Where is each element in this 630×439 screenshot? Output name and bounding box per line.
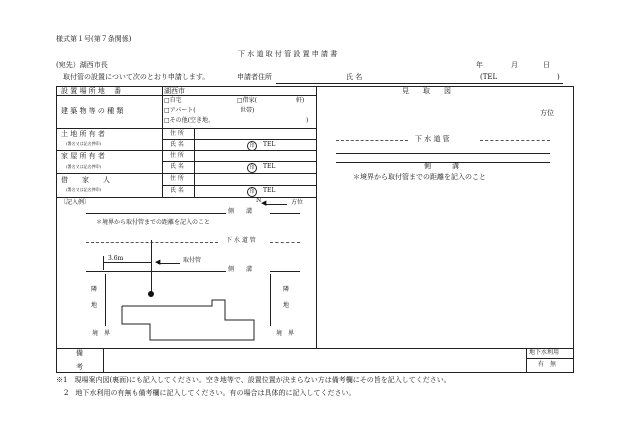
intro-text: 取付管の設置について次のとおり申請します。 xyxy=(63,73,210,81)
option-other-close: ) xyxy=(306,117,309,124)
neighbor-left-1: 隣 xyxy=(91,286,98,293)
house-owner-name: 氏 名 xyxy=(170,163,184,170)
applicant-tel-close: ) xyxy=(557,73,560,81)
option-other[interactable]: □その他(空き地、 xyxy=(164,117,215,124)
example-side-ditch: 側 溝 xyxy=(228,208,253,215)
land-owner-tel: TEL xyxy=(263,141,276,148)
option-apartment-unit: 世帯) xyxy=(240,107,255,114)
land-owner-name: 氏 名 xyxy=(170,141,184,148)
footnote-2: 2 地下水利用の有無も備考欄に記入してください。有の場合は具体的に記入してください。 xyxy=(64,389,356,397)
neighbor-right-2: 地 xyxy=(283,302,290,309)
tenant-label: 借 家 人 xyxy=(61,176,110,184)
side-ditch-label: 側 溝 xyxy=(424,162,459,170)
option-apartment[interactable]: □アパート( xyxy=(164,107,196,114)
addressee: (宛先）湖西市長 xyxy=(56,61,108,69)
house-owner-label: 家 屋 所 有 者 xyxy=(61,152,105,160)
house-owner-sign-note: (署名又は記名押印) xyxy=(66,164,102,169)
option-rental[interactable]: □借家( xyxy=(237,97,258,104)
house-owner-address: 住 所 xyxy=(170,152,184,159)
pipe-connection-dot xyxy=(148,291,154,297)
example-distance: 3.6m xyxy=(108,255,124,262)
boundary-right: 境 界 xyxy=(276,330,295,337)
building-outline xyxy=(120,298,260,343)
direction-label: 方位 xyxy=(540,109,554,117)
neighbor-right-1: 隣 xyxy=(283,286,290,293)
tenant-address: 住 所 xyxy=(170,175,184,182)
remarks-field[interactable] xyxy=(110,350,520,370)
example-title: 〔記入例〕 xyxy=(60,199,91,206)
house-owner-tel: TEL xyxy=(263,163,276,170)
arrow-left-icon: ◀ xyxy=(155,258,161,266)
applicant-address-label: 申請者住所 xyxy=(237,73,272,81)
location-value[interactable]: 湖西市 xyxy=(164,87,185,95)
land-owner-address: 住 所 xyxy=(170,130,184,137)
applicant-tel-label: (TEL xyxy=(480,73,498,81)
option-home[interactable]: □自宅 xyxy=(164,97,182,104)
seal-icon: 印 xyxy=(247,187,257,197)
groundwater-yes-no[interactable]: 有 無 xyxy=(538,361,557,368)
land-owner-sign-note: (署名又は記名押印) xyxy=(66,141,102,146)
groundwater-label: 地下水利用 xyxy=(529,349,560,356)
option-rental-unit: 軒) xyxy=(296,97,305,104)
boundary-left: 境 界 xyxy=(92,330,111,337)
footnote-1: ※1 現場案内図(裏面)にも記入してください。空き地等で、設置位置が決まらない方は備考欄にその旨を記入してください。 xyxy=(56,376,451,384)
location-label: 設 置 場 所 地 番 xyxy=(61,87,122,95)
date-month: 月 xyxy=(511,61,518,69)
applicant-name-label: 氏 名 xyxy=(346,73,363,81)
tenant-name: 氏 名 xyxy=(170,187,184,194)
north-label: N xyxy=(256,197,262,204)
date-year: 年 xyxy=(476,61,483,69)
remarks-label-1: 備 xyxy=(76,349,83,357)
sewer-label: 下 水 道 管 xyxy=(415,135,450,143)
tenant-sign-note: (署名又は記名押印) xyxy=(66,187,102,192)
building-type-label: 建 築 物 等 の 種 類 xyxy=(61,107,124,115)
example-direction: 方位 xyxy=(291,199,304,206)
land-owner-label: 土 地 所 有 者 xyxy=(61,130,105,138)
form-id: 様式第１号(第７条関係) xyxy=(56,35,132,43)
example-side-ditch-2: 側 溝 xyxy=(228,266,253,273)
form-title: 下 水 道 取 付 管 設 置 申 請 書 xyxy=(238,50,338,58)
map-note: ＊境界から取付管までの距離を記入のこと xyxy=(353,173,486,181)
tenant-tel: TEL xyxy=(263,187,276,194)
remarks-label-2: 考 xyxy=(76,363,83,371)
seal-icon: 印 xyxy=(247,163,257,173)
neighbor-left-2: 地 xyxy=(91,302,98,309)
seal-icon: 印 xyxy=(247,141,257,151)
example-sewer: 下 水 道 管 xyxy=(226,237,256,244)
date-day: 日 xyxy=(543,61,550,69)
example-note: ＊境界から取付管までの距離を記入のこと xyxy=(96,219,211,226)
map-title: 見 取 図 xyxy=(402,87,451,95)
arrow-left-icon: ◀ xyxy=(261,199,267,207)
example-pipe: 取付管 xyxy=(183,257,202,264)
